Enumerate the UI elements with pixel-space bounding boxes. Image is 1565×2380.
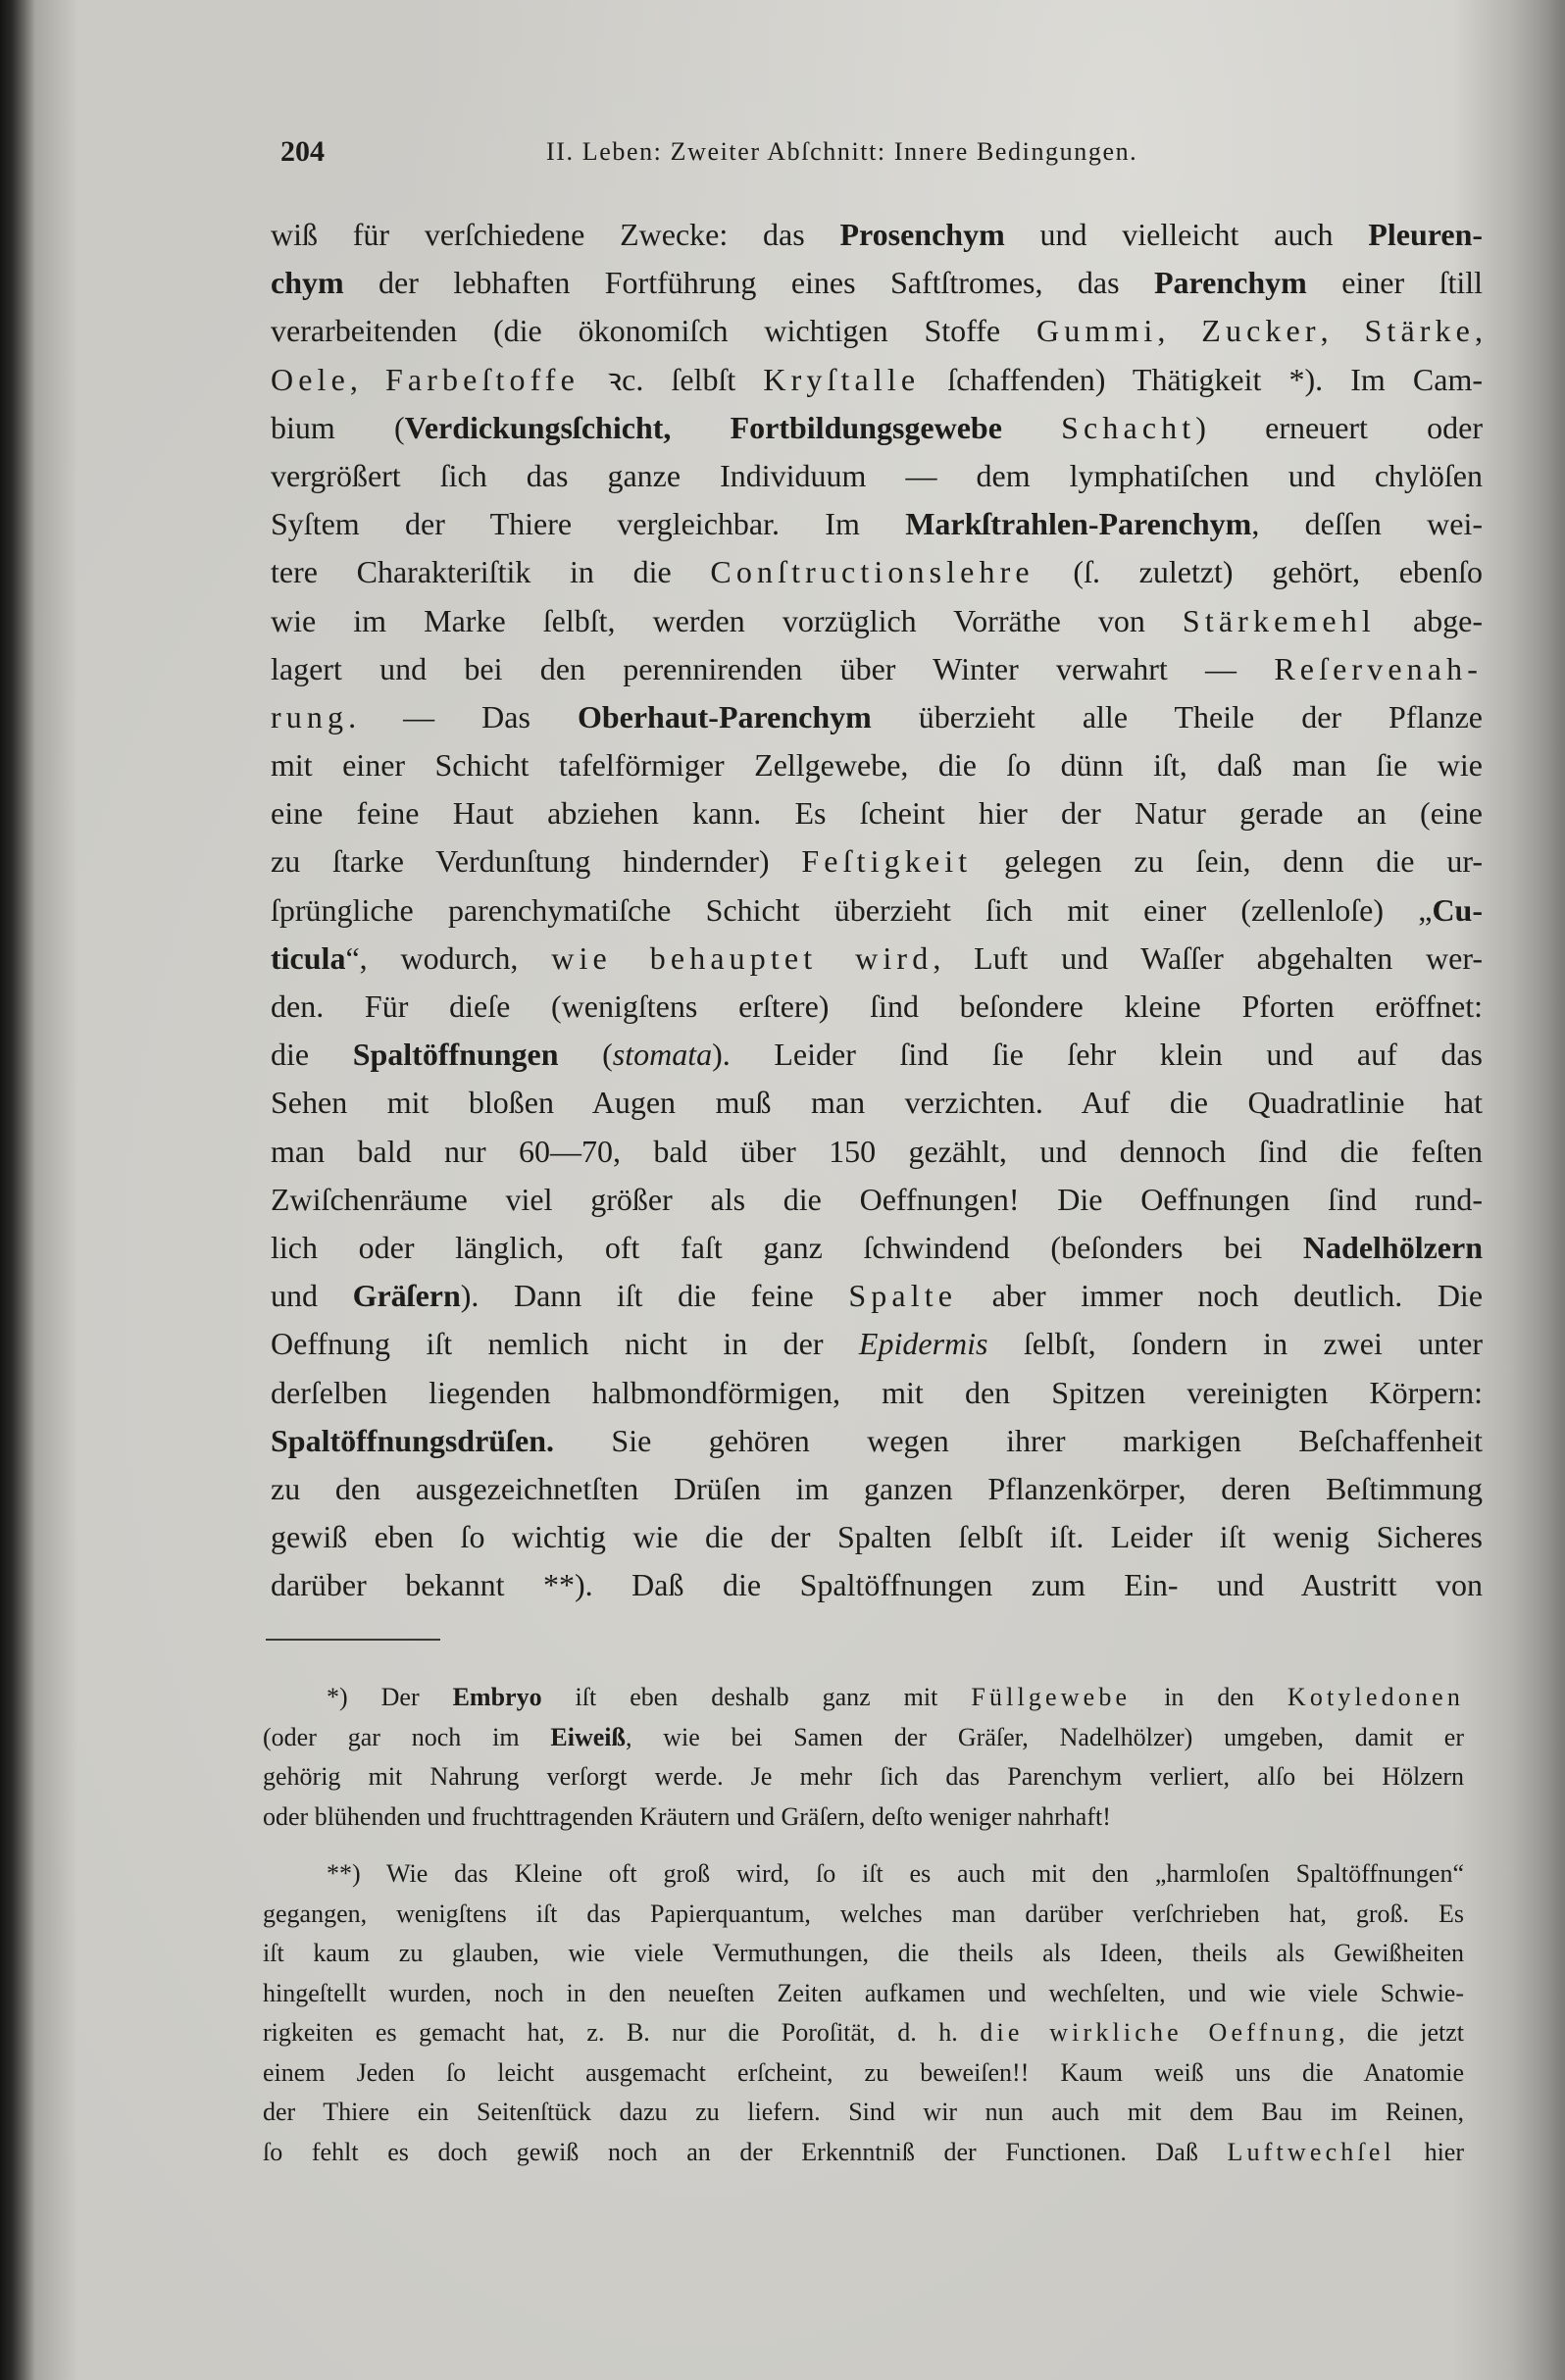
spaced-emphasis: Feſtigkeit — [801, 843, 973, 880]
text-run: eine feine Haut abziehen kann. Es ſcheint hier der Natur gerade an (eine — [271, 795, 1483, 832]
footnote-line — [263, 2053, 1464, 2094]
main-text — [271, 211, 1483, 1609]
text-run: und — [271, 1278, 353, 1314]
text-line — [271, 741, 1483, 789]
spaced-emphasis: wie behauptet wird — [551, 939, 934, 976]
text-run: hingeſtellt wurden, noch in den neueſten Zeiten aufkamen und wechſelten, und wie viele Schwie- — [263, 1978, 1464, 2007]
spaced-emphasis: Gummi — [1036, 313, 1158, 349]
text-line — [271, 404, 1483, 452]
spaced-emphasis: Zucker — [1201, 313, 1321, 349]
text-run: ) erneuert oder — [1195, 409, 1484, 445]
footnote-line — [263, 1798, 1464, 1838]
text-line — [271, 935, 1483, 983]
text-line — [271, 1465, 1483, 1513]
bold-term: Embryo — [452, 1683, 542, 1711]
bold-term: Gräſern — [352, 1278, 461, 1314]
text-run: ſelbſt, ſondern in zwei unter — [987, 1326, 1484, 1362]
spaced-emphasis: Reſervenah- — [1274, 650, 1483, 686]
spaced-emphasis: Conſtructionslehre — [710, 554, 1035, 590]
spaced-emphasis: Farbeſtoffe — [385, 361, 580, 397]
spaced-emphasis: Spalte — [848, 1278, 958, 1314]
text-run: die — [271, 1037, 353, 1073]
spaced-emphasis: die wirkliche Oeffnung — [980, 2018, 1338, 2047]
footnote-1 — [263, 1678, 1464, 1837]
text-run: , wie bei Samen der Gräſer, Nadelhölzer) umgeben, damit er — [625, 1722, 1464, 1751]
bold-term: Markſtrahlen-Parenchym — [905, 506, 1252, 542]
text-run: verarbeitenden (die ökonomiſch wichtigen Stoffe — [271, 313, 1036, 349]
text-run: iſt eben deshalb ganz mit — [541, 1683, 972, 1711]
footnote-rule — [266, 1639, 440, 1641]
text-run: überzieht alle Theile der Pflanze — [871, 698, 1484, 734]
text-run: (oder gar noch im — [263, 1722, 551, 1751]
footnote-line — [263, 1678, 1464, 1718]
text-run: einem Jeden ſo leicht ausgemacht erſcheint, zu beweiſen!! Kaum weiß uns die Anatomie — [263, 2057, 1464, 2087]
text-line — [271, 1031, 1483, 1079]
text-line — [271, 1128, 1483, 1176]
text-run: zu ſtarke Verdunſtung hindernder) — [271, 843, 802, 880]
footnote-line — [263, 1757, 1464, 1798]
text-line — [271, 1513, 1483, 1561]
text-run: ſprüngliche parenchymatiſche Schicht überzieht ſich mit einer (zellenloſe) „ — [271, 891, 1433, 928]
text-run: man bald nur 60—70, bald über 150 gezählt, und dennoch ſind die feſten — [271, 1133, 1483, 1169]
text-line — [271, 307, 1483, 355]
text-line — [271, 886, 1483, 935]
text-run: gegangen, wenigſtens iſt das Papierquantum, welches man darüber verſchrieben hat, groß. Es — [263, 1899, 1464, 1928]
text-run: der Thiere ein Seitenſtück dazu zu liefern. Sind wir nun auch mit dem Bau im Reinen, — [263, 2098, 1464, 2126]
bold-term: Eiweiß — [550, 1722, 626, 1751]
footnote-line — [263, 1895, 1464, 1935]
text-run: ). Dann iſt die feine — [460, 1278, 849, 1314]
text-run: **) Wie das Kleine oft groß wird, ſo iſt es auch mit den „harmloſen Spaltöffnungen“ — [327, 1859, 1464, 1888]
text-line — [271, 356, 1483, 404]
spaced-emphasis: Oele — [271, 361, 350, 397]
text-run: gewiß eben ſo wichtig wie die der Spalten ſelbſt iſt. Leider iſt wenig Sicheres — [271, 1519, 1483, 1555]
text-line — [271, 1369, 1483, 1417]
text-run: Sie gehören wegen ihrer markigen Beſchaffenheit — [553, 1422, 1483, 1458]
bold-term: Oberhaut-Parenchym — [577, 698, 872, 734]
text-run: (ſ. zuletzt) gehört, ebenſo — [1034, 554, 1483, 590]
text-line — [271, 548, 1483, 596]
text-run: , deſſen wei- — [1251, 506, 1484, 542]
spaced-emphasis: Stärkemehl — [1182, 602, 1376, 638]
text-run: den. Für dieſe (wenigſtens erſtere) ſind beſondere kleine Pforten eröffnet: — [271, 988, 1483, 1024]
text-run: der lebhaften Fortführung eines Saftſtromes, das — [343, 265, 1154, 301]
text-line — [271, 1176, 1483, 1224]
text-run: Syſtem der Thiere vergleichbar. Im — [271, 506, 906, 542]
text-line — [271, 259, 1483, 307]
spaced-emphasis: Kryſtalle — [763, 361, 921, 397]
text-run: Oeffnung iſt nemlich nicht in der — [271, 1326, 859, 1362]
text-run: “, wodurch, — [345, 939, 552, 976]
spaced-emphasis: rung — [271, 698, 349, 734]
footnote-line — [263, 2093, 1464, 2133]
text-line — [271, 837, 1483, 886]
text-run: rigkeiten es gemacht hat, z. B. nur die Poroſität, d. h. — [263, 2018, 981, 2047]
text-run: , die jetzt — [1338, 2018, 1464, 2047]
text-run: ꝛc. ſelbſt — [579, 361, 764, 397]
text-run: und vielleicht auch — [1004, 217, 1369, 252]
text-run: wie im Marke ſelbſt, werden vorzüglich Vorräthe von — [271, 602, 1183, 638]
spaced-emphasis: Schacht — [1061, 409, 1196, 445]
text-run: gelegen zu ſein, denn die ur- — [972, 843, 1484, 880]
spaced-emphasis: Luftwechſel — [1227, 2137, 1395, 2166]
bold-term: Parenchym — [1153, 265, 1307, 301]
text-run: tere Charakteriſtik in die — [271, 554, 711, 590]
text-run: . — Das — [348, 698, 578, 734]
text-line — [271, 452, 1483, 500]
text-line — [271, 789, 1483, 837]
text-run: , — [1475, 313, 1483, 349]
italic-term: Epidermis — [858, 1326, 988, 1362]
text-run: aber immer noch deutlich. Die — [957, 1278, 1484, 1314]
text-line — [271, 1417, 1483, 1465]
text-line — [271, 645, 1483, 693]
text-line — [271, 500, 1483, 548]
footnote-line — [263, 2013, 1464, 2053]
text-line — [271, 597, 1483, 645]
text-run: *) Der — [327, 1683, 453, 1711]
text-run: Sehen mit bloßen Augen muß man verzichten. Auf die Quadratlinie hat — [271, 1085, 1483, 1121]
bold-term: Prosenchym — [839, 217, 1005, 252]
page-number: 204 — [280, 135, 325, 168]
text-run: , Luft und Waſſer abgehalten wer- — [933, 939, 1484, 976]
bold-term: Nadelhölzern — [1302, 1229, 1483, 1265]
text-run: ſo fehlt es doch gewiß noch an der Erkenntniß der Functionen. Daß — [263, 2137, 1228, 2166]
text-run: gehörig mit Nahrung verſorgt werde. Je mehr ſich das Parenchym verliert, alſo bei Hölzern — [263, 1762, 1464, 1791]
italic-term: stomata — [612, 1037, 713, 1073]
spaced-emphasis: Kotyledonen — [1287, 1683, 1464, 1711]
text-run: ſchaffenden) Thätigkeit *). Im Cam- — [920, 361, 1484, 397]
text-line — [271, 1561, 1483, 1609]
text-run: oder blühenden und fruchttragenden Kräutern und Gräſern, deſto weniger nahrhaft! — [263, 1801, 1111, 1831]
text-run: wiß für verſchiedene Zwecke: das — [271, 217, 840, 252]
text-run: lich oder länglich, oft faſt ganz ſchwindend (beſonders bei — [271, 1229, 1303, 1265]
text-run: , — [1320, 313, 1365, 349]
spaced-emphasis: Füllgewebe — [971, 1683, 1132, 1711]
bold-term: Verdickungsſchicht, Fortbildungsgewebe — [404, 409, 1002, 445]
text-line — [271, 1272, 1483, 1320]
running-head-title: II. Leben: Zweiter Abſchnitt: Innere Bedingungen. — [546, 137, 1138, 166]
text-run: zu den ausgezeichnetſten Drüſen im ganzen Pflanzenkörper, deren Beſtimmung — [271, 1470, 1483, 1506]
bold-term: ticula — [271, 939, 346, 976]
text-run: ( — [558, 1037, 613, 1073]
text-run: lagert und bei den perennirenden über Winter verwahrt — — [271, 650, 1275, 686]
text-line — [271, 693, 1483, 741]
text-run: derſelben liegenden halbmondförmigen, mit den Spitzen vereinigten Körpern: — [271, 1374, 1483, 1410]
bold-term: Cu- — [1432, 891, 1483, 928]
footnote-line — [263, 2133, 1464, 2173]
bold-term: Pleuren- — [1368, 217, 1484, 252]
text-line — [271, 211, 1483, 259]
text-run: einer ſtill — [1306, 265, 1484, 301]
footnote-line — [263, 1854, 1464, 1895]
text-run: hier — [1394, 2137, 1465, 2166]
text-run — [1002, 410, 1061, 445]
text-run: vergrößert ſich das ganze Individuum — dem lymphatiſchen und chylöſen — [271, 457, 1483, 493]
text-run: ). Leider ſind ſie ſehr klein und auf das — [712, 1037, 1484, 1073]
text-line — [271, 1224, 1483, 1272]
text-run: Zwiſchenräume viel größer als die Oeffnungen! Die Oeffnungen ſind rund- — [271, 1181, 1483, 1217]
bold-term: Spaltöffnungsdrüſen. — [271, 1422, 554, 1458]
text-run: , — [1157, 313, 1202, 349]
footnote-line — [263, 1934, 1464, 1974]
text-run: bium ( — [271, 409, 405, 445]
footnote-line — [263, 1974, 1464, 2014]
bold-term: Spaltöffnungen — [352, 1037, 559, 1073]
footnote-line — [263, 1718, 1464, 1758]
text-run: iſt kaum zu glauben, wie viele Vermuthungen, die theils als Ideen, theils als Gewißheiten — [263, 1939, 1464, 1967]
text-run: mit einer Schicht tafelförmiger Zellgewebe, die ſo dünn iſt, daß man ſie wie — [271, 747, 1483, 784]
text-run: in den — [1131, 1683, 1287, 1711]
text-line — [271, 1320, 1483, 1368]
text-run: darüber bekannt **). Daß die Spaltöffnungen zum Ein- und Austritt von — [271, 1567, 1483, 1603]
text-run: abge- — [1375, 602, 1483, 638]
spaced-emphasis: Stärke — [1364, 313, 1475, 349]
footnote-2 — [263, 1854, 1464, 2172]
bold-term: chym — [271, 265, 344, 301]
text-line — [271, 1079, 1483, 1127]
text-line — [271, 983, 1483, 1031]
text-run: , — [349, 361, 385, 397]
